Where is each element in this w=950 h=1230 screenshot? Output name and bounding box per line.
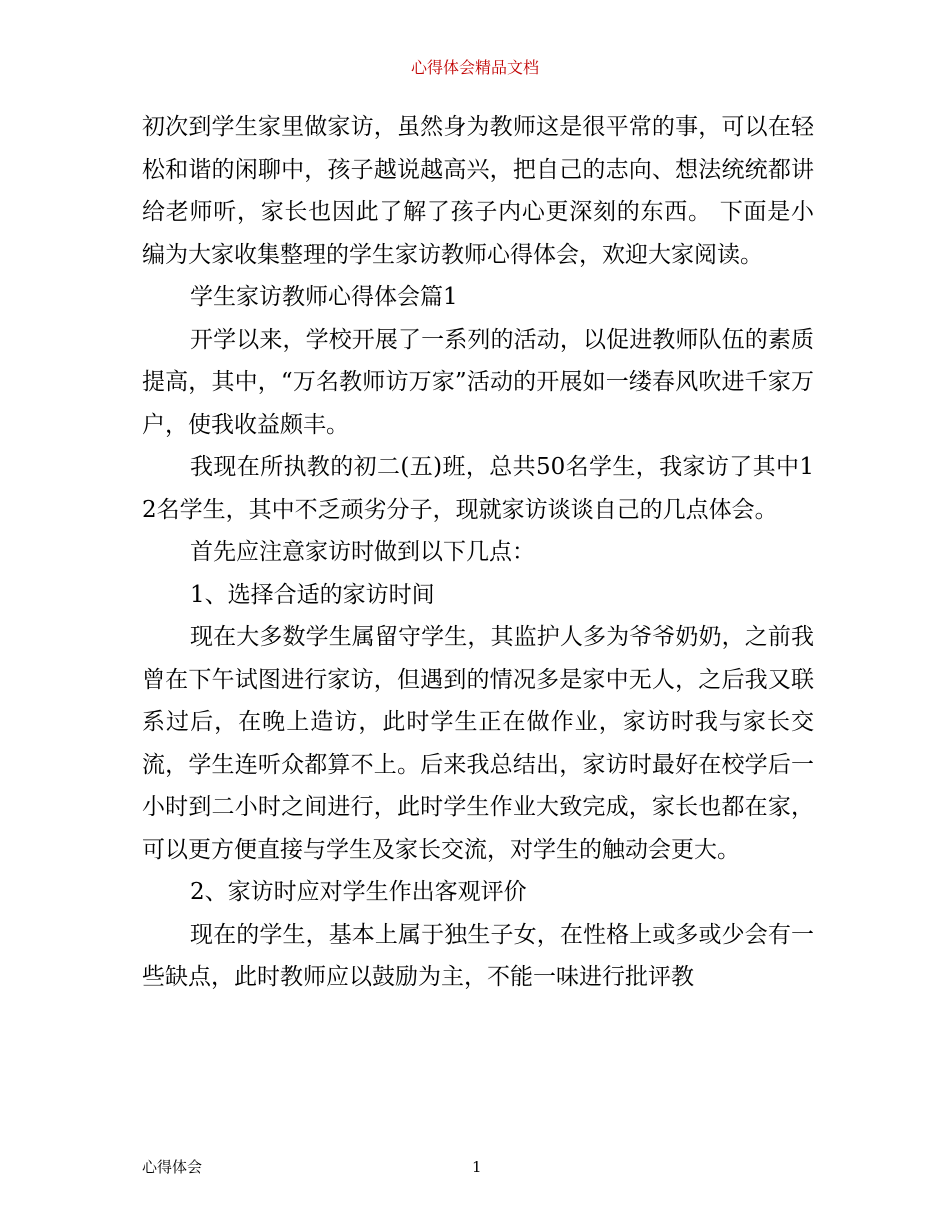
intro-paragraph: 初次到学生家里做家访，虽然身为教师这是很平常的事，可以在轻松和谐的闲聊中，孩子越说越高兴，把自己的志向、想法统统都讲给老师听，家长也因此了解了孩子内心更深刻的东西。 下面是小编为大家收集整理的学生家访教师心得体会，欢迎大家阅读。: [142, 114, 814, 268]
section-heading: 学生家访教师心得体会篇1: [190, 284, 458, 310]
page-footer: [142, 1156, 814, 1178]
list-item-heading: 1、选择合适的家访时间: [190, 581, 435, 608]
body-paragraph: 现在大多数学生属留守学生，其监护人多为爷爷奶奶，之前我曾在下午试图进行家访，但遇到的情况多是家中无人，之后我又联系过后，在晚上造访，此时学生正在做作业，家访时我与家长交流，学生连听众都算不上。后来我总结出，家访时最好在校学后一小时到二小时之间进行，此时学生作业大致完成，家长也都在家，可以更方便直接与学生及家长交流，对学生的触动会更大。: [142, 624, 814, 863]
page-number: 1: [472, 1158, 482, 1176]
body-paragraph: 我现在所执教的初二(五)班，总共50名学生，我家访了其中12名学生，其中不乏顽劣分子，现就家访谈谈自己的几点体会。: [142, 454, 814, 523]
document-body: [142, 106, 814, 999]
body-paragraph: 现在的学生，基本上属于独生子女，在性格上或多或少会有一些缺点，此时教师应以鼓励为主，不能一味进行批评教: [142, 921, 814, 990]
body-paragraph: 首先应注意家访时做到以下几点：: [190, 539, 535, 565]
page-header: 心得体会精品文档: [410, 58, 539, 77]
list-item-heading: 2、家访时应对学生作出客观评价: [190, 879, 527, 905]
body-paragraph: 开学以来，学校开展了一系列的活动，以促进教师队伍的素质提高，其中，“万名教师访万家”活动的开展如一缕春风吹进千家万户，使我收益颇丰。: [142, 326, 814, 438]
footer-label: 心得体会: [142, 1158, 203, 1176]
